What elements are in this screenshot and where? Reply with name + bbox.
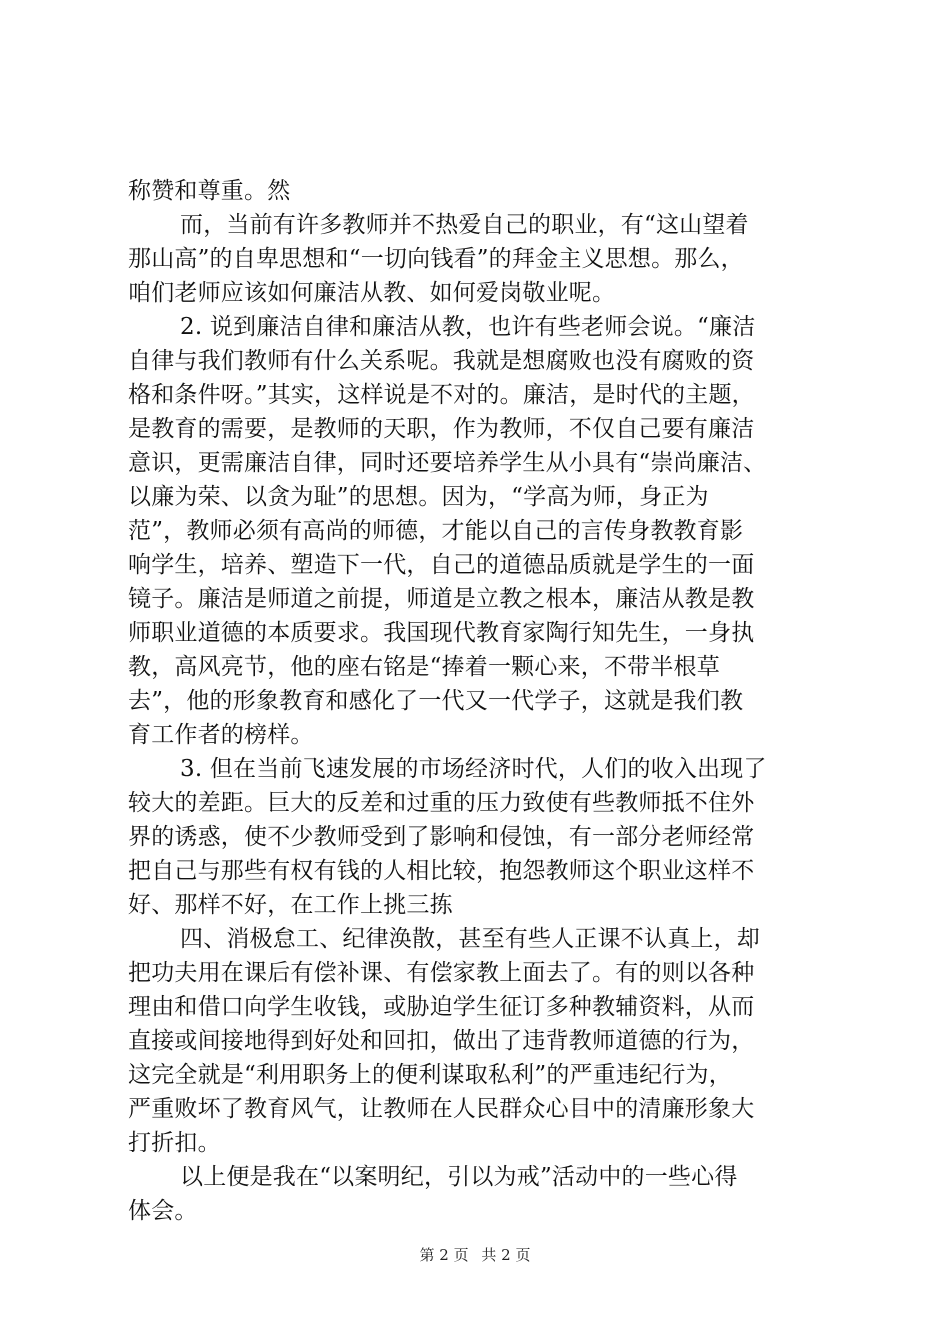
text-line: 好、那样不好，在工作上挑三拣 bbox=[128, 892, 453, 918]
text-line: 严重败坏了教育风气，让教师在人民群众心目中的清廉形象大 bbox=[128, 1096, 755, 1122]
page-total: 共 2 页 bbox=[481, 1246, 531, 1264]
page-footer bbox=[0, 1245, 950, 1265]
text-line: 育工作者的榜样。 bbox=[128, 722, 314, 748]
text-line: 而，当前有许多教师并不热爱自己的职业，有“这山望着 bbox=[180, 212, 749, 238]
text-line: 界的诱惑，使不少教师受到了影响和侵蚀，有一部分老师经常 bbox=[128, 824, 755, 850]
text-line: 范”，教师必须有高尚的师德，才能以自己的言传身教教育影 bbox=[128, 518, 744, 544]
text-line: 较大的差距。巨大的反差和过重的压力致使有些教师抵不住外 bbox=[128, 790, 755, 816]
text-line: 自律与我们教师有什么关系呢。我就是想腐败也没有腐败的资 bbox=[128, 348, 755, 374]
text-line: 响学生，培养、塑造下一代，自己的道德品质就是学生的一面 bbox=[128, 552, 755, 578]
text-line: 打折扣。 bbox=[128, 1130, 221, 1156]
text-line: 2. 说到廉洁自律和廉洁从教，也许有些老师会说。“廉洁 bbox=[180, 314, 756, 340]
text-line: 以廉为荣、以贪为耻”的思想。因为，“学高为师，身正为 bbox=[128, 484, 709, 510]
text-line: 理由和借口向学生收钱，或胁迫学生征订多种教辅资料，从而 bbox=[128, 994, 755, 1020]
text-line: 咱们老师应该如何廉洁从教、如何爱岗敬业呢。 bbox=[128, 280, 616, 306]
text-line: 师职业道德的本质要求。我国现代教育家陶行知先生，一身执 bbox=[128, 620, 755, 646]
text-line: 教，高风亮节，他的座右铭是“捧着一颗心来，不带半根草 bbox=[128, 654, 720, 680]
text-line: 以上便是我在“以案明纪，引以为戒”活动中的一些心得 bbox=[180, 1164, 738, 1190]
text-line: 体会。 bbox=[128, 1198, 198, 1224]
text-line: 把自己与那些有权有钱的人相比较，抱怨教师这个职业这样不 bbox=[128, 858, 755, 884]
text-line: 意识，更需廉洁自律，同时还要培养学生从小具有“崇尚廉洁、 bbox=[128, 450, 767, 476]
text-line: 那山高”的自卑思想和“一切向钱看”的拜金主义思想。那么， bbox=[128, 246, 744, 272]
text-line: 是教育的需要，是教师的天职，作为教师，不仅自己要有廉洁 bbox=[128, 416, 755, 442]
text-line: 3. 但在当前飞速发展的市场经济时代，人们的收入出现了 bbox=[180, 756, 767, 782]
text-line: 这完全就是“利用职务上的便利谋取私利”的严重违纪行为， bbox=[128, 1062, 732, 1088]
text-line: 镜子。廉洁是师道之前提，师道是立教之根本，廉洁从教是教 bbox=[128, 586, 755, 612]
page-number: 第 2 页 bbox=[419, 1246, 469, 1264]
text-line: 称赞和尊重。然 bbox=[128, 178, 291, 204]
text-line: 把功夫用在课后有偿补课、有偿家教上面去了。有的则以各种 bbox=[128, 960, 755, 986]
text-line: 去”，他的形象教育和感化了一代又一代学子，这就是我们教 bbox=[128, 688, 744, 714]
text-line: 直接或间接地得到好处和回扣，做出了违背教师道德的行为， bbox=[128, 1028, 755, 1054]
text-line: 四、消极怠工、纪律涣散，甚至有些人正课不认真上，却 bbox=[180, 926, 760, 952]
text-line: 格和条件呀。”其实，这样说是不对的。廉洁，是时代的主题， bbox=[128, 382, 755, 408]
document-body bbox=[128, 174, 828, 1228]
